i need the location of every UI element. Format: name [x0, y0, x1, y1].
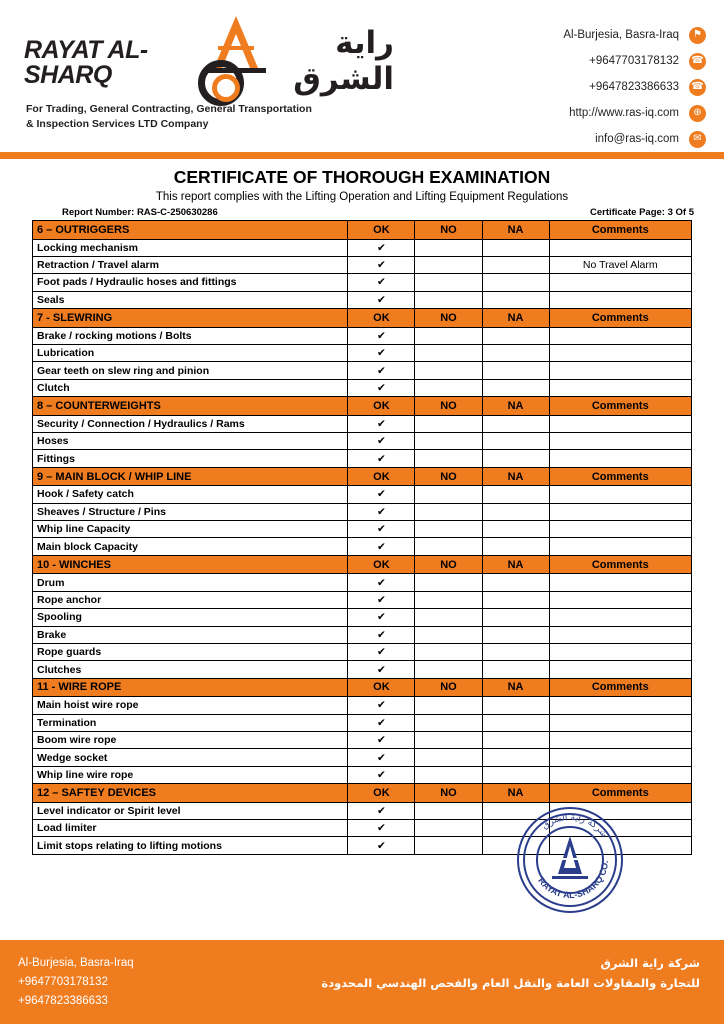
- checkbox-cell-ok[interactable]: ✔: [348, 591, 415, 608]
- company-tagline-line2: & Inspection Services LTD Company: [26, 118, 209, 131]
- column-header-ok: OK: [348, 678, 415, 697]
- section-title: 8 – COUNTERWEIGHTS: [33, 397, 348, 416]
- checklist-item-label: Wedge socket: [33, 749, 348, 766]
- checkbox-cell-no[interactable]: [415, 274, 482, 291]
- column-header-no: NO: [415, 678, 482, 697]
- column-header-comments: Comments: [549, 555, 691, 574]
- checkbox-cell-ok[interactable]: ✔: [348, 239, 415, 256]
- checklist-item-label: Foot pads / Hydraulic hoses and fittings: [33, 274, 348, 291]
- checklist-item-label: Whip line wire rope: [33, 766, 348, 783]
- table-row: [33, 766, 692, 783]
- checkbox-cell-na[interactable]: [482, 291, 549, 308]
- section-header-row: [33, 784, 692, 803]
- checklist-item-label: Seals: [33, 291, 348, 308]
- checklist-item-label: Main block Capacity: [33, 538, 348, 555]
- column-header-na: NA: [482, 784, 549, 803]
- checkbox-cell-ok[interactable]: ✔: [348, 362, 415, 379]
- comments-cell[interactable]: [549, 714, 691, 731]
- checkbox-cell-no[interactable]: [415, 433, 482, 450]
- table-row: [33, 415, 692, 432]
- checkbox-cell-ok[interactable]: ✔: [348, 661, 415, 678]
- comments-cell[interactable]: [549, 291, 691, 308]
- table-row: [33, 820, 692, 837]
- table-row: [33, 486, 692, 503]
- phone-icon: ☎: [689, 79, 706, 96]
- checkbox-cell-no[interactable]: [415, 239, 482, 256]
- checkbox-cell-na[interactable]: [482, 626, 549, 643]
- table-row: [33, 239, 692, 256]
- column-header-ok: OK: [348, 397, 415, 416]
- company-tagline-line1: For Trading, General Contracting, General Transportation: [26, 103, 312, 115]
- checkbox-cell-no[interactable]: [415, 291, 482, 308]
- document-footer: [0, 940, 724, 1024]
- contact-block: [394, 8, 710, 146]
- checklist-item-label: Whip line Capacity: [33, 521, 348, 538]
- checklist-item-label: Clutches: [33, 661, 348, 678]
- document-meta: [0, 203, 724, 220]
- column-header-ok: OK: [348, 309, 415, 328]
- checklist-item-label: Brake / rocking motions / Bolts: [33, 327, 348, 344]
- checkbox-cell-ok[interactable]: ✔: [348, 643, 415, 660]
- checklist-item-label: Drum: [33, 574, 348, 591]
- inspection-checklist-table: [32, 220, 692, 855]
- checkbox-cell-na[interactable]: [482, 344, 549, 361]
- checkbox-cell-na[interactable]: [482, 697, 549, 714]
- checkbox-cell-no[interactable]: [415, 538, 482, 555]
- checkbox-cell-ok[interactable]: ✔: [348, 274, 415, 291]
- checkbox-cell-ok[interactable]: ✔: [348, 574, 415, 591]
- checkbox-cell-na[interactable]: [482, 450, 549, 467]
- comments-cell[interactable]: [549, 379, 691, 396]
- table-row: [33, 521, 692, 538]
- column-header-ok: OK: [348, 221, 415, 240]
- checkbox-cell-no[interactable]: [415, 749, 482, 766]
- comments-cell[interactable]: [549, 433, 691, 450]
- footer-address: Al-Burjesia, Basra-Iraq: [18, 957, 134, 969]
- oil-derrick-logo-icon: [188, 8, 261, 92]
- column-header-no: NO: [415, 221, 482, 240]
- contact-row-email[interactable]: [394, 126, 706, 152]
- table-row: [33, 291, 692, 308]
- checkbox-cell-no[interactable]: [415, 766, 482, 783]
- checkbox-cell-na[interactable]: [482, 379, 549, 396]
- column-header-comments: Comments: [549, 784, 691, 803]
- column-header-no: NO: [415, 397, 482, 416]
- checklist-item-label: Termination: [33, 714, 348, 731]
- checklist-item-label: Rope anchor: [33, 591, 348, 608]
- logo-english-text: RAYAT AL-SHARQ: [24, 36, 148, 89]
- company-logo-block: [14, 8, 394, 146]
- checkbox-cell-no[interactable]: [415, 503, 482, 520]
- checkbox-cell-na[interactable]: [482, 521, 549, 538]
- comments-cell[interactable]: [549, 274, 691, 291]
- column-header-ok: OK: [348, 784, 415, 803]
- page-title: CERTIFICATE OF THOROUGH EXAMINATION: [173, 167, 551, 187]
- globe-icon: ⊕: [689, 105, 706, 122]
- report-number: Report Number: RAS-C-250630286: [62, 207, 218, 218]
- section-title: 7 - SLEWRING: [33, 309, 348, 328]
- table-row: [33, 344, 692, 361]
- checkbox-cell-ok[interactable]: ✔: [348, 291, 415, 308]
- comments-cell[interactable]: [549, 731, 691, 748]
- checklist-body: [33, 221, 692, 855]
- table-row: [33, 731, 692, 748]
- checkbox-cell-no[interactable]: [415, 344, 482, 361]
- checkbox-cell-no[interactable]: [415, 626, 482, 643]
- contact-row-address: [394, 22, 706, 48]
- checkbox-cell-na[interactable]: [482, 643, 549, 660]
- checklist-item-label: Boom wire rope: [33, 731, 348, 748]
- checkbox-cell-no[interactable]: [415, 591, 482, 608]
- checklist-item-label: Security / Connection / Hydraulics / Rams: [33, 415, 348, 432]
- column-header-comments: Comments: [549, 397, 691, 416]
- section-title: 9 – MAIN BLOCK / WHIP LINE: [33, 467, 348, 486]
- envelope-icon: ✉: [689, 131, 706, 148]
- checkbox-cell-na[interactable]: [482, 274, 549, 291]
- checkbox-cell-no[interactable]: [415, 450, 482, 467]
- checkbox-cell-ok[interactable]: ✔: [348, 486, 415, 503]
- comments-cell[interactable]: [549, 837, 691, 854]
- table-row: [33, 362, 692, 379]
- checkbox-cell-ok[interactable]: ✔: [348, 731, 415, 748]
- column-header-na: NA: [482, 397, 549, 416]
- checkbox-cell-no[interactable]: [415, 521, 482, 538]
- checkbox-cell-ok[interactable]: ✔: [348, 415, 415, 432]
- checkbox-cell-no[interactable]: [415, 327, 482, 344]
- checkbox-cell-ok[interactable]: ✔: [348, 626, 415, 643]
- checkbox-cell-ok[interactable]: ✔: [348, 521, 415, 538]
- table-row: [33, 643, 692, 660]
- checkbox-cell-no[interactable]: [415, 379, 482, 396]
- contact-row-website[interactable]: [394, 100, 706, 126]
- table-row: [33, 256, 692, 273]
- contact-row-phone-2: [394, 74, 706, 100]
- checkbox-cell-no[interactable]: [415, 415, 482, 432]
- column-header-no: NO: [415, 467, 482, 486]
- checklist-item-label: Retraction / Travel alarm: [33, 256, 348, 273]
- checkbox-cell-ok[interactable]: ✔: [348, 714, 415, 731]
- checklist-item-label: Limit stops relating to lifting motions: [33, 837, 348, 854]
- logo-arabic-text: راية الشرق: [293, 25, 394, 97]
- checkbox-cell-no[interactable]: [415, 714, 482, 731]
- svg-text:RAYAT AL-SHARQ CO.: RAYAT AL-SHARQ CO.: [536, 860, 611, 901]
- checkbox-cell-na[interactable]: [482, 415, 549, 432]
- checkbox-cell-no[interactable]: [415, 837, 482, 854]
- checkbox-cell-na[interactable]: [482, 661, 549, 678]
- checkbox-cell-na[interactable]: [482, 239, 549, 256]
- comments-cell[interactable]: [549, 626, 691, 643]
- checkbox-cell-no[interactable]: [415, 256, 482, 273]
- checkbox-cell-na[interactable]: [482, 574, 549, 591]
- phone-icon: ☎: [689, 53, 706, 70]
- contact-phone-1-text: +9647703178132: [589, 55, 679, 67]
- table-row: [33, 609, 692, 626]
- comments-cell[interactable]: [549, 697, 691, 714]
- column-header-na: NA: [482, 555, 549, 574]
- checklist-item-label: Hoses: [33, 433, 348, 450]
- certificate-page-number: Certificate Page: 3 Of 5: [589, 207, 694, 218]
- checkbox-cell-ok[interactable]: ✔: [348, 256, 415, 273]
- checkbox-cell-no[interactable]: [415, 661, 482, 678]
- column-header-comments: Comments: [549, 467, 691, 486]
- table-row: [33, 574, 692, 591]
- checkbox-cell-ok[interactable]: ✔: [348, 344, 415, 361]
- checkbox-cell-ok[interactable]: ✔: [348, 433, 415, 450]
- checklist-item-label: Level indicator or Spirit level: [33, 802, 348, 819]
- table-row: [33, 433, 692, 450]
- checkbox-cell-ok[interactable]: ✔: [348, 766, 415, 783]
- checkbox-cell-ok[interactable]: ✔: [348, 503, 415, 520]
- comments-cell[interactable]: [549, 802, 691, 819]
- table-row: [33, 802, 692, 819]
- checkbox-cell-no[interactable]: [415, 643, 482, 660]
- comments-cell[interactable]: [549, 820, 691, 837]
- checkbox-cell-ok[interactable]: ✔: [348, 749, 415, 766]
- column-header-comments: Comments: [549, 221, 691, 240]
- checklist-item-label: Locking mechanism: [33, 239, 348, 256]
- section-header-row: [33, 678, 692, 697]
- checklist-item-label: Fittings: [33, 450, 348, 467]
- comments-cell[interactable]: [549, 574, 691, 591]
- checkbox-cell-ok[interactable]: ✔: [348, 820, 415, 837]
- table-row: [33, 538, 692, 555]
- column-header-comments: Comments: [549, 309, 691, 328]
- section-title: 11 - WIRE ROPE: [33, 678, 348, 697]
- checkbox-cell-no[interactable]: [415, 731, 482, 748]
- table-row: [33, 591, 692, 608]
- section-title: 6 – OUTRIGGERS: [33, 221, 348, 240]
- comments-cell[interactable]: [549, 749, 691, 766]
- column-header-no: NO: [415, 784, 482, 803]
- table-row: [33, 714, 692, 731]
- comments-cell[interactable]: [549, 239, 691, 256]
- comments-cell[interactable]: [549, 450, 691, 467]
- comments-cell[interactable]: [549, 766, 691, 783]
- checkbox-cell-na[interactable]: [482, 802, 549, 819]
- column-header-no: NO: [415, 309, 482, 328]
- checkbox-cell-no[interactable]: [415, 362, 482, 379]
- checkbox-cell-na[interactable]: [482, 749, 549, 766]
- contact-row-phone-1: [394, 48, 706, 74]
- checkbox-cell-ok[interactable]: ✔: [348, 538, 415, 555]
- checkbox-cell-no[interactable]: [415, 802, 482, 819]
- comments-cell[interactable]: [549, 362, 691, 379]
- checkbox-cell-na[interactable]: [482, 503, 549, 520]
- checklist-item-label: Rope guards: [33, 643, 348, 660]
- table-row: [33, 837, 692, 854]
- checklist-item-label: Brake: [33, 626, 348, 643]
- checklist-item-label: Spooling: [33, 609, 348, 626]
- column-header-no: NO: [415, 555, 482, 574]
- checkbox-cell-no[interactable]: [415, 574, 482, 591]
- checkbox-cell-no[interactable]: [415, 697, 482, 714]
- table-row: [33, 379, 692, 396]
- checklist-item-label: Lubrication: [33, 344, 348, 361]
- comments-cell[interactable]: [549, 609, 691, 626]
- checkbox-cell-na[interactable]: [482, 837, 549, 854]
- footer-company-name-ar: شركة راية الشرق: [600, 956, 700, 970]
- comments-cell[interactable]: No Travel Alarm: [549, 256, 691, 273]
- checkbox-cell-ok[interactable]: ✔: [348, 609, 415, 626]
- table-row: [33, 274, 692, 291]
- contact-website-text[interactable]: http://www.ras-iq.com: [569, 107, 679, 119]
- comments-cell[interactable]: [549, 538, 691, 555]
- section-header-row: [33, 221, 692, 240]
- table-row: [33, 697, 692, 714]
- checkbox-cell-ok[interactable]: ✔: [348, 450, 415, 467]
- table-row: [33, 327, 692, 344]
- checklist-item-label: Hook / Safety catch: [33, 486, 348, 503]
- checkbox-cell-na[interactable]: [482, 362, 549, 379]
- comments-cell[interactable]: [549, 591, 691, 608]
- comments-cell[interactable]: [549, 415, 691, 432]
- checkbox-cell-na[interactable]: [482, 731, 549, 748]
- page-subtitle: This report complies with the Lifting Operation and Lifting Equipment Regulations: [155, 191, 569, 203]
- checkbox-cell-na[interactable]: [482, 486, 549, 503]
- column-header-comments: Comments: [549, 678, 691, 697]
- comments-cell[interactable]: [549, 521, 691, 538]
- table-row: [33, 626, 692, 643]
- column-header-na: NA: [482, 678, 549, 697]
- section-header-row: [33, 467, 692, 486]
- checkbox-cell-na[interactable]: [482, 609, 549, 626]
- document-header: [0, 0, 724, 150]
- checkbox-cell-na[interactable]: [482, 538, 549, 555]
- checkbox-cell-no[interactable]: [415, 820, 482, 837]
- section-header-row: [33, 397, 692, 416]
- checkbox-cell-na[interactable]: [482, 820, 549, 837]
- checkbox-cell-ok[interactable]: ✔: [348, 327, 415, 344]
- checkbox-cell-na[interactable]: [482, 591, 549, 608]
- checkbox-cell-na[interactable]: [482, 766, 549, 783]
- column-header-na: NA: [482, 309, 549, 328]
- column-header-na: NA: [482, 467, 549, 486]
- checkbox-cell-no[interactable]: [415, 486, 482, 503]
- table-row: [33, 661, 692, 678]
- footer-phone-2: +9647823386633: [18, 994, 108, 1007]
- section-header-row: [33, 555, 692, 574]
- table-row: [33, 503, 692, 520]
- contact-email-text[interactable]: info@ras-iq.com: [595, 133, 679, 145]
- comments-cell[interactable]: [549, 643, 691, 660]
- column-header-ok: OK: [348, 467, 415, 486]
- comments-cell[interactable]: [549, 344, 691, 361]
- checkbox-cell-ok[interactable]: ✔: [348, 697, 415, 714]
- checklist-item-label: Load limiter: [33, 820, 348, 837]
- column-header-ok: OK: [348, 555, 415, 574]
- table-row: [33, 749, 692, 766]
- comments-cell[interactable]: [549, 661, 691, 678]
- checkbox-cell-ok[interactable]: ✔: [348, 379, 415, 396]
- checkbox-cell-ok[interactable]: ✔: [348, 802, 415, 819]
- checklist-item-label: Gear teeth on slew ring and pinion: [33, 362, 348, 379]
- footer-contact-left: [18, 954, 134, 1011]
- section-title: 10 - WINCHES: [33, 555, 348, 574]
- checkbox-cell-ok[interactable]: ✔: [348, 837, 415, 854]
- section-header-row: [33, 309, 692, 328]
- footer-company-arabic: [321, 954, 700, 1011]
- checklist-item-label: Main hoist wire rope: [33, 697, 348, 714]
- table-row: [33, 450, 692, 467]
- section-title: 12 – SAFTEY DEVICES: [33, 784, 348, 803]
- comments-cell[interactable]: [549, 503, 691, 520]
- checklist-item-label: Clutch: [33, 379, 348, 396]
- checkbox-cell-na[interactable]: [482, 714, 549, 731]
- comments-cell[interactable]: [549, 327, 691, 344]
- checkbox-cell-no[interactable]: [415, 609, 482, 626]
- contact-address-text: Al-Burjesia, Basra-Iraq: [563, 29, 679, 41]
- checklist-item-label: Sheaves / Structure / Pins: [33, 503, 348, 520]
- footer-phone-1: +9647703178132: [18, 975, 108, 988]
- svg-text:شركة راية الشرق: شركة راية الشرق: [540, 812, 609, 840]
- checkbox-cell-na[interactable]: [482, 433, 549, 450]
- checkbox-cell-na[interactable]: [482, 256, 549, 273]
- comments-cell[interactable]: [549, 486, 691, 503]
- location-pin-icon: ⚑: [689, 27, 706, 44]
- column-header-na: NA: [482, 221, 549, 240]
- contact-phone-2-text: +9647823386633: [589, 81, 679, 93]
- checkbox-cell-na[interactable]: [482, 327, 549, 344]
- footer-company-desc-ar: للتجارة والمقاولات العامة والنقل العام والفحص الهندسي المحدودة: [321, 975, 700, 990]
- header-divider: [0, 152, 724, 159]
